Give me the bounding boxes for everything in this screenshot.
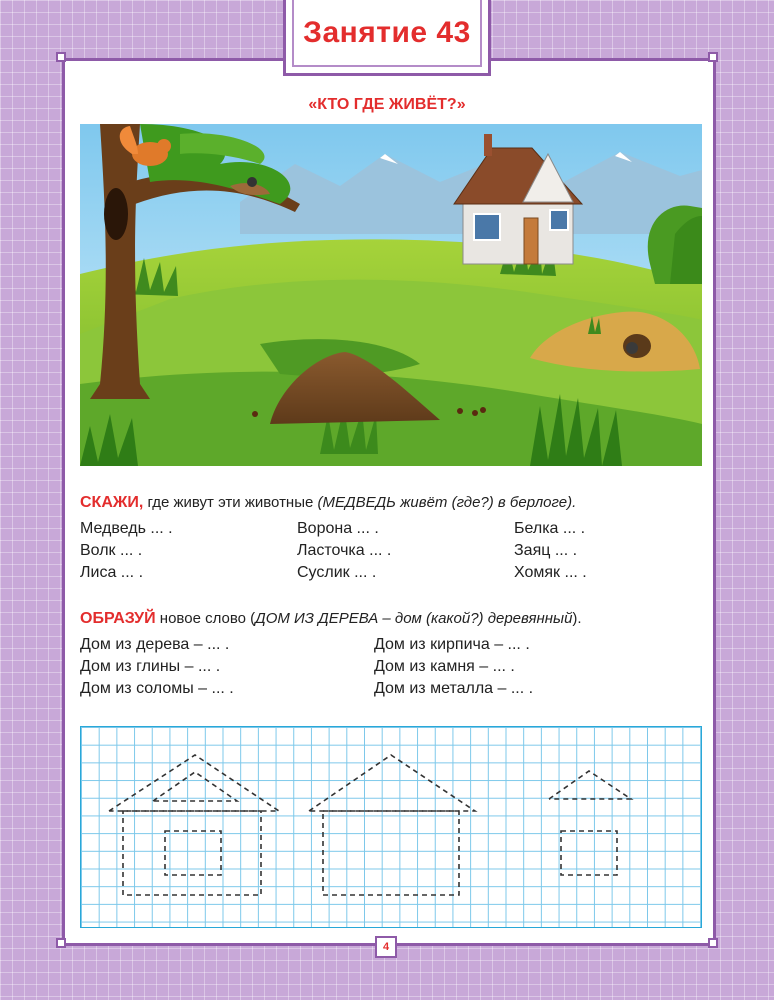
landscape-illustration <box>80 124 702 466</box>
list-item: Лиса ... . <box>80 564 144 581</box>
tracing-grid <box>80 726 702 928</box>
list-item: Дом из глины – ... . <box>80 658 221 675</box>
list-item: Дом из дерева – ... . <box>80 636 230 653</box>
task1-example: (МЕДВЕДЬ живёт (где?) в берлоге). <box>317 494 577 511</box>
page-number: 4 <box>375 936 397 958</box>
list-item: Дом из металла – ... . <box>374 680 534 697</box>
list-item: Ворона ... . <box>297 520 379 537</box>
list-item: Медведь ... . <box>80 520 173 537</box>
task2-text: новое слово ( <box>155 610 256 627</box>
list-item: Хомяк ... . <box>514 564 587 581</box>
frame-corner-top-right <box>708 52 718 62</box>
task1-instruction <box>80 494 576 512</box>
list-item: Заяц ... . <box>514 542 578 559</box>
house-2-wall <box>323 811 459 895</box>
frame-corner-bottom-right <box>708 938 718 948</box>
list-item: Белка ... . <box>514 520 586 537</box>
task2-instruction <box>80 610 582 628</box>
house-3-roof-outline <box>549 771 631 799</box>
list-item: Дом из соломы – ... . <box>80 680 234 697</box>
list-item: Ласточка ... . <box>297 542 392 559</box>
list-item: Дом из кирпича – ... . <box>374 636 530 653</box>
house-1-roof-outline <box>109 755 279 811</box>
task2-keyword: ОБРАЗУЙ <box>80 610 156 627</box>
list-item: Суслик ... . <box>297 564 377 581</box>
task2-text-end: ). <box>572 610 582 627</box>
task1-text: где живут эти животные <box>143 494 318 511</box>
lesson-title: Занятие 43 <box>303 15 471 49</box>
title-tab <box>283 0 491 76</box>
list-item: Волк ... . <box>80 542 143 559</box>
dashed-houses <box>81 727 703 929</box>
list-item: Дом из камня – ... . <box>374 658 515 675</box>
house-1-window <box>165 831 221 875</box>
illustration-scene <box>80 124 702 466</box>
task1-keyword: СКАЖИ, <box>80 494 144 511</box>
frame-corner-bottom-left <box>56 938 66 948</box>
house-3-wall <box>561 831 617 875</box>
house-1-wall <box>123 811 261 895</box>
lesson-subtitle: «КТО ГДЕ ЖИВЁТ?» <box>308 96 466 113</box>
house-2-roof-outline <box>309 755 475 811</box>
task2-example: ДОМ ИЗ ДЕРЕВА – дом (какой?) деревянный <box>255 610 573 627</box>
house-1-roof-inner <box>153 772 237 801</box>
frame-corner-top-left <box>56 52 66 62</box>
